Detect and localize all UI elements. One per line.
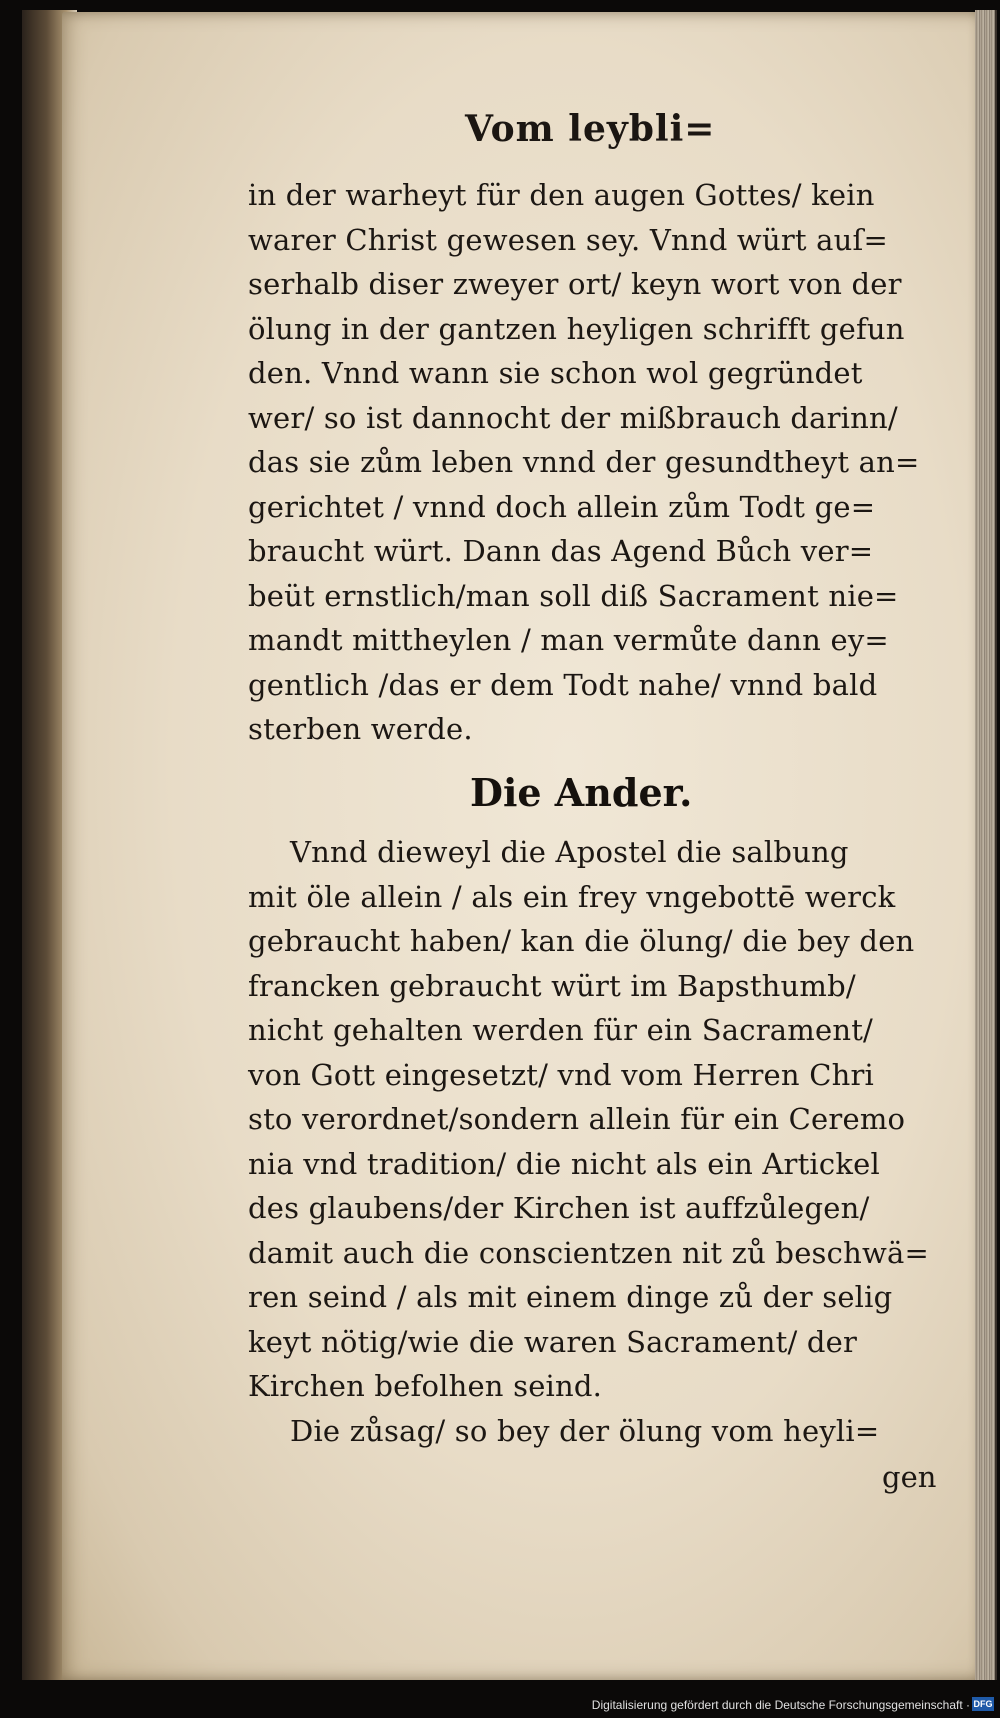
text-line: sterben werde. <box>248 712 473 746</box>
text-line: warer Christ gewesen sey. Vnnd würt auſ= <box>248 222 888 257</box>
text-line: in der warheyt für den augen Gottes/ kein <box>248 178 875 212</box>
catchword: gen <box>882 1460 937 1494</box>
text-line: wer/ so ist dannocht der mißbrauch darinn/ <box>248 400 898 435</box>
text-line: mit öle allein / als ein frey vngebottē werck <box>248 879 896 914</box>
text-line: von Gott eingesetzt/ vnd vom Herren Chri <box>248 1057 874 1092</box>
footer-credit: Digitalisierung gefördert durch die Deutsche Forschungsgemeinschaft · <box>591 1698 970 1712</box>
text-line: ren seind / als mit einem dinge zů der selig <box>248 1280 893 1314</box>
text-line: den. Vnnd wann sie schon wol gegründet <box>248 356 863 390</box>
text-line: Kirchen befolhen seind. <box>248 1369 603 1403</box>
text-line: francken gebraucht würt im Bapsthumb/ <box>248 968 856 1003</box>
text-line: beüt ernstlich/man soll diß Sacrament nie= <box>248 578 899 613</box>
text-line: nia vnd tradition/ die nicht als ein Artickel <box>248 1146 880 1181</box>
text-line: nicht gehalten werden für ein Sacrament/ <box>248 1013 874 1047</box>
text-line: damit auch die conscientzen nit zů beschwä= <box>248 1235 929 1270</box>
running-head: Vom leybli= <box>465 108 716 150</box>
text-line: Vnnd dieweyl die Apostel die salbung <box>290 835 849 869</box>
text-line: gerichtet / vnnd doch allein zům Todt ge= <box>248 489 876 524</box>
text-line: serhalb diser zweyer ort/ keyn wort von der <box>248 267 902 301</box>
text-line: sto verordnet/sondern allein für ein Ceremo <box>248 1102 906 1136</box>
text-line: gebraucht haben/ kan die ölung/ die bey den <box>248 924 915 958</box>
text-line: ölung in der gantzen heyligen schrifft gefun <box>248 311 905 346</box>
text-line: mandt mittheylen / man vermůte dann ey= <box>248 623 889 657</box>
text-line: das sie zům leben vnnd der gesundtheyt an= <box>248 445 920 479</box>
text-line: des glaubens/der Kirchen ist auffzůlegen/ <box>248 1191 870 1225</box>
page-stack-edges <box>975 10 997 1680</box>
dfg-logo: DFG <box>973 1699 993 1709</box>
section-heading: Die Ander. <box>470 770 693 815</box>
text-line: Die zůsag/ so bey der ölung vom heyli= <box>290 1413 880 1448</box>
text-line: keyt nötig/wie die waren Sacrament/ der <box>248 1324 858 1359</box>
text-line: braucht würt. Dann das Agend Bůch ver= <box>248 534 874 568</box>
text-line: gentlich /das er dem Todt nahe/ vnnd bald <box>248 667 878 702</box>
